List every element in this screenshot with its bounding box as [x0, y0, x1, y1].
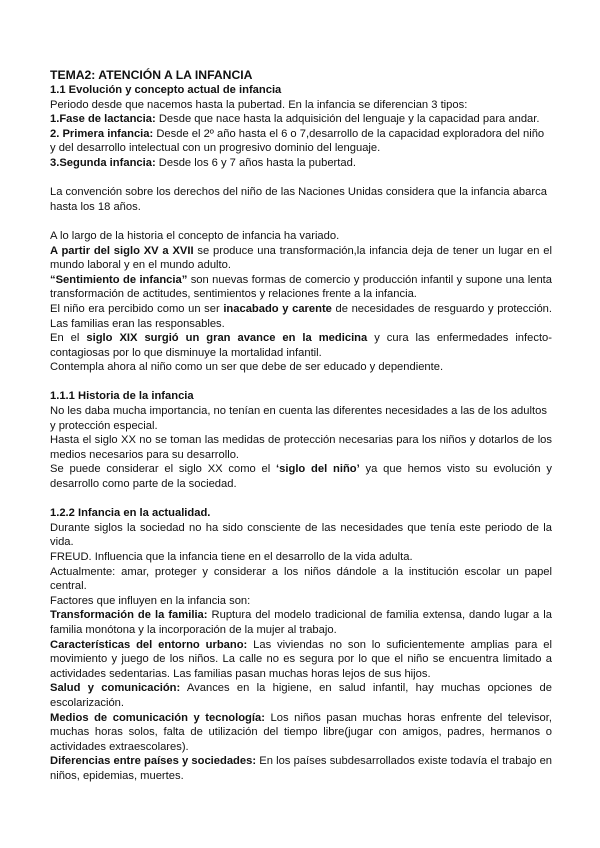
factor-family	[50, 608, 552, 637]
paragraph-history-1: No les daba mucha importancia, no tenían en cuenta las diferentes necesidades a las de los adultos y protección especial.	[50, 405, 547, 432]
document-page	[50, 68, 552, 784]
factor-media-text: Los niños pasan muchas horas enfrente del televisor, muchas horas solos, falta de utilización del tiempo libre(jugar con amigos, padres, hermanos o actividades extraescolares).	[50, 711, 552, 753]
paragraph-history-intro: A lo largo de la historia el concepto de infancia ha variado.	[50, 229, 340, 242]
history-3-post: ya que hemos visto su evolución y desarrollo como parte de la sociedad.	[50, 463, 553, 491]
factor-family-label: Transformación de la familia:	[50, 609, 208, 622]
section-heading-evolution: 1.1 Evolución y concepto actual de infancia	[50, 84, 282, 96]
paragraph-contemplate: Contempla ahora al niño como un ser que debe de ser educado y dependiente.	[50, 361, 444, 374]
xv-text: se produce una transformación,la infancia deja de tener un lugar en el mundo laboral y en el mundo adulto.	[50, 244, 552, 272]
paragraph-xix	[50, 331, 552, 360]
perceived-post: de necesidades de resguardo y protección. Las familias eran las responsables.	[50, 302, 552, 330]
factor-urban	[50, 638, 552, 682]
history-3-bold: ‘siglo del niño’	[276, 463, 360, 476]
paragraph-phase-1	[50, 112, 552, 127]
phase-2-text: Desde el 2º año hasta el 6 o 7,desarrollo de la capacidad exploradora del niño y del desarrollo intelectual con un progresivo dominio del lenguaje.	[50, 127, 545, 155]
paragraph-intro: Periodo desde que nacemos hasta la pubertad. En la infancia se diferencian 3 tipos:	[50, 98, 468, 111]
factor-media-label: Medios de comunicación y tecnología:	[50, 711, 265, 724]
document-title: TEMA2: ATENCIÓN A LA INFANCIA	[50, 68, 253, 82]
perceived-bold: inacabado y carente	[223, 302, 332, 315]
phase-2-label: 2. Primera infancia:	[50, 127, 154, 140]
paragraph-history-2: Hasta el siglo XX no se toman las medidas de protección necesarias para los niños y dotarlos de los medios necesarios para su desarrollo.	[50, 434, 552, 461]
history-3-pre: Se puede considerar el siglo XX como el	[50, 463, 277, 476]
factor-media	[50, 711, 552, 755]
spacer	[50, 214, 552, 229]
phase-1-label: 1.Fase de lactancia:	[50, 113, 156, 126]
paragraph-perceived	[50, 302, 552, 331]
sentiment-label: “Sentimiento de infancia”	[50, 273, 188, 286]
factor-countries	[50, 754, 552, 783]
paragraph-phase-3	[50, 156, 552, 171]
perceived-pre: El niño era percibido como un ser	[50, 302, 224, 315]
xix-post: y cura las enfermedades infecto-contagiosas por lo que disminuye la mortalidad infantil.	[50, 332, 553, 359]
paragraph-phase-2	[50, 127, 552, 156]
spacer	[50, 171, 552, 186]
paragraph-current-1: Durante siglos la sociedad no ha sido consciente de las necesidades que tenía este periodo de la vida.	[50, 521, 552, 549]
paragraph-convention: La convención sobre los derechos del niño de las Naciones Unidas considera que la infancia abarca hasta los 18 años.	[50, 186, 547, 213]
section-heading-current: 1.2.2 Infancia en la actualidad.	[50, 507, 211, 520]
factor-countries-label: Diferencias entre países y sociedades:	[50, 755, 257, 768]
section-heading-history: 1.1.1 Historia de la infancia	[50, 390, 194, 403]
spacer	[50, 492, 552, 507]
paragraph-xv-xvii	[50, 244, 552, 273]
paragraph-current-3: Actualmente: amar, proteger y considerar a los niños dándole a la institución escolar un papel central.	[50, 565, 552, 593]
phase-3-text: Desde los 6 y 7 años hasta la pubertad.	[155, 156, 356, 169]
factor-urban-label: Características del entorno urbano:	[50, 638, 248, 651]
sentiment-text: son nuevas formas de comercio y producción infantil y supone una lenta transformación de actitudes, sentimientos y relaciones frente a la infancia.	[50, 273, 552, 301]
factor-health-label: Salud y comunicación:	[50, 682, 181, 695]
paragraph-sentiment	[50, 273, 552, 302]
spacer	[50, 375, 552, 390]
paragraph-current-2: FREUD. Influencia que la infancia tiene en el desarrollo de la vida adulta.	[50, 551, 413, 563]
factor-health-text: Avances en la higiene, en salud infantil, hay muchas opciones de escolarización.	[50, 682, 552, 709]
factor-countries-text: En los países subdesarrollados existe todavía el trabajo en niños, epidemias, muertes.	[50, 755, 553, 782]
phase-1-text: Desde que nace hasta la adquisición del lenguaje y la capacidad para andar.	[155, 113, 540, 126]
paragraph-history-3	[50, 462, 552, 491]
factor-urban-text: Las viviendas no son lo suficientemente amplias para el movimiento y juego de los niños. La calle no es segura por lo que el niño se encuentra limitado a actividades sedentarias. Las familias pasan muchas horas lejos de sus hijos.	[50, 638, 552, 680]
phase-3-label: 3.Segunda infancia:	[50, 156, 156, 169]
factor-health	[50, 681, 552, 710]
xix-bold: siglo XIX surgió un gran avance en la medicina	[86, 332, 368, 345]
paragraph-current-4: Factores que influyen en la infancia son:	[50, 594, 251, 607]
factor-family-text: Ruptura del modelo tradicional de familia extensa, dando lugar a la familia monótona y la incorporación de la mujer al trabajo.	[50, 609, 552, 636]
xv-label: A partir del siglo XV a XVII	[50, 244, 194, 257]
xix-pre: En el	[50, 332, 87, 345]
